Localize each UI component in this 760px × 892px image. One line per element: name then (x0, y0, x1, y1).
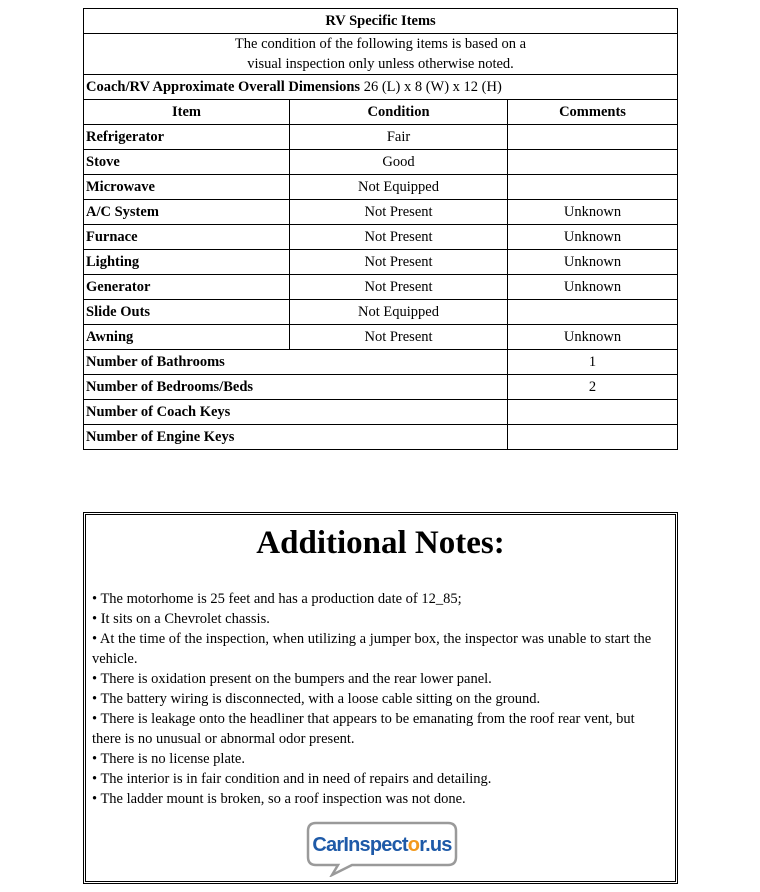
table-note-row (84, 34, 678, 75)
condition-cell: Not Present (290, 275, 508, 300)
count-row (84, 375, 678, 400)
table-title: RV Specific Items (84, 9, 678, 34)
table-row (84, 175, 678, 200)
item-cell: Furnace (84, 225, 290, 250)
condition-cell: Not Present (290, 250, 508, 275)
comments-cell (508, 150, 678, 175)
count-row (84, 400, 678, 425)
header-item: Item (84, 100, 290, 125)
count-label: Number of Coach Keys (84, 400, 508, 425)
count-label: Number of Bathrooms (84, 350, 508, 375)
notes-title: Additional Notes: (256, 525, 505, 561)
additional-notes-inner (85, 514, 676, 882)
dimensions-cell (84, 75, 678, 100)
count-value: 2 (508, 375, 678, 400)
item-cell: Stove (84, 150, 290, 175)
note-item: • There is no license plate. (92, 751, 245, 767)
rv-specific-items-table (83, 8, 678, 450)
dimensions-value: 26 (L) x 8 (W) x 12 (H) (363, 79, 502, 95)
comments-cell (508, 300, 678, 325)
comments-cell: Unknown (508, 200, 678, 225)
item-cell: Slide Outs (84, 300, 290, 325)
comments-cell (508, 175, 678, 200)
note-item: • There is leakage onto the headliner that appears to be emanating from the roof rear vent, but there is no unusual or abnormal odor present. (92, 711, 635, 747)
item-cell: Generator (84, 275, 290, 300)
count-label: Number of Engine Keys (84, 425, 508, 450)
note-item: • It sits on a Chevrolet chassis. (92, 611, 270, 627)
table-row (84, 225, 678, 250)
table-row (84, 300, 678, 325)
table-row (84, 275, 678, 300)
count-label: Number of Bedrooms/Beds (84, 375, 508, 400)
logo-text-o: o (407, 834, 420, 856)
header-comments: Comments (508, 100, 678, 125)
note-item: • The ladder mount is broken, so a roof inspection was not done. (92, 791, 466, 807)
condition-cell: Not Present (290, 225, 508, 250)
dimensions-label: Coach/RV Approximate Overall Dimensions (86, 79, 361, 95)
logo-text (312, 834, 452, 856)
note-item: • The interior is in fair condition and in need of repairs and detailing. (92, 771, 492, 787)
table-row (84, 150, 678, 175)
item-cell: A/C System (84, 200, 290, 225)
logo-text-car: Car (312, 834, 344, 856)
comments-cell: Unknown (508, 225, 678, 250)
count-row (84, 425, 678, 450)
table-title-row (84, 9, 678, 34)
condition-cell: Not Equipped (290, 175, 508, 200)
count-row (84, 350, 678, 375)
table-row (84, 125, 678, 150)
inspection-note-line2: visual inspection only unless otherwise noted. (247, 56, 514, 72)
header-condition: Condition (290, 100, 508, 125)
note-item: • The battery wiring is disconnected, with a loose cable sitting on the ground. (92, 691, 541, 707)
carinspector-logo (306, 819, 458, 877)
condition-cell: Not Present (290, 325, 508, 350)
condition-cell: Good (290, 150, 508, 175)
logo-text-us: .us (425, 834, 452, 856)
item-cell: Microwave (84, 175, 290, 200)
dimensions-row (84, 75, 678, 100)
inspection-note (84, 34, 678, 75)
item-cell: Refrigerator (84, 125, 290, 150)
condition-cell: Not Present (290, 200, 508, 225)
note-item: • The motorhome is 25 feet and has a production date of 12_85; (92, 591, 462, 607)
logo-text-r: r (419, 834, 426, 856)
logo-text-inspect: Inspect (343, 834, 408, 856)
comments-cell: Unknown (508, 275, 678, 300)
header-row (84, 100, 678, 125)
inspection-note-line1: The condition of the following items is based on a (234, 36, 527, 52)
condition-cell: Not Equipped (290, 300, 508, 325)
comments-cell: Unknown (508, 325, 678, 350)
item-cell: Lighting (84, 250, 290, 275)
count-value: 1 (508, 350, 678, 375)
note-item: • At the time of the inspection, when utilizing a jumper box, the inspector was unable to start the vehicle. (92, 631, 652, 667)
comments-cell (508, 125, 678, 150)
condition-cell: Fair (290, 125, 508, 150)
comments-cell: Unknown (508, 250, 678, 275)
item-cell: Awning (84, 325, 290, 350)
table-row (84, 250, 678, 275)
table-row (84, 325, 678, 350)
additional-notes-box (83, 512, 678, 884)
note-item: • There is oxidation present on the bumpers and the rear lower panel. (92, 671, 492, 687)
notes-list (92, 589, 667, 809)
table-row (84, 200, 678, 225)
count-value (508, 400, 678, 425)
count-value (508, 425, 678, 450)
